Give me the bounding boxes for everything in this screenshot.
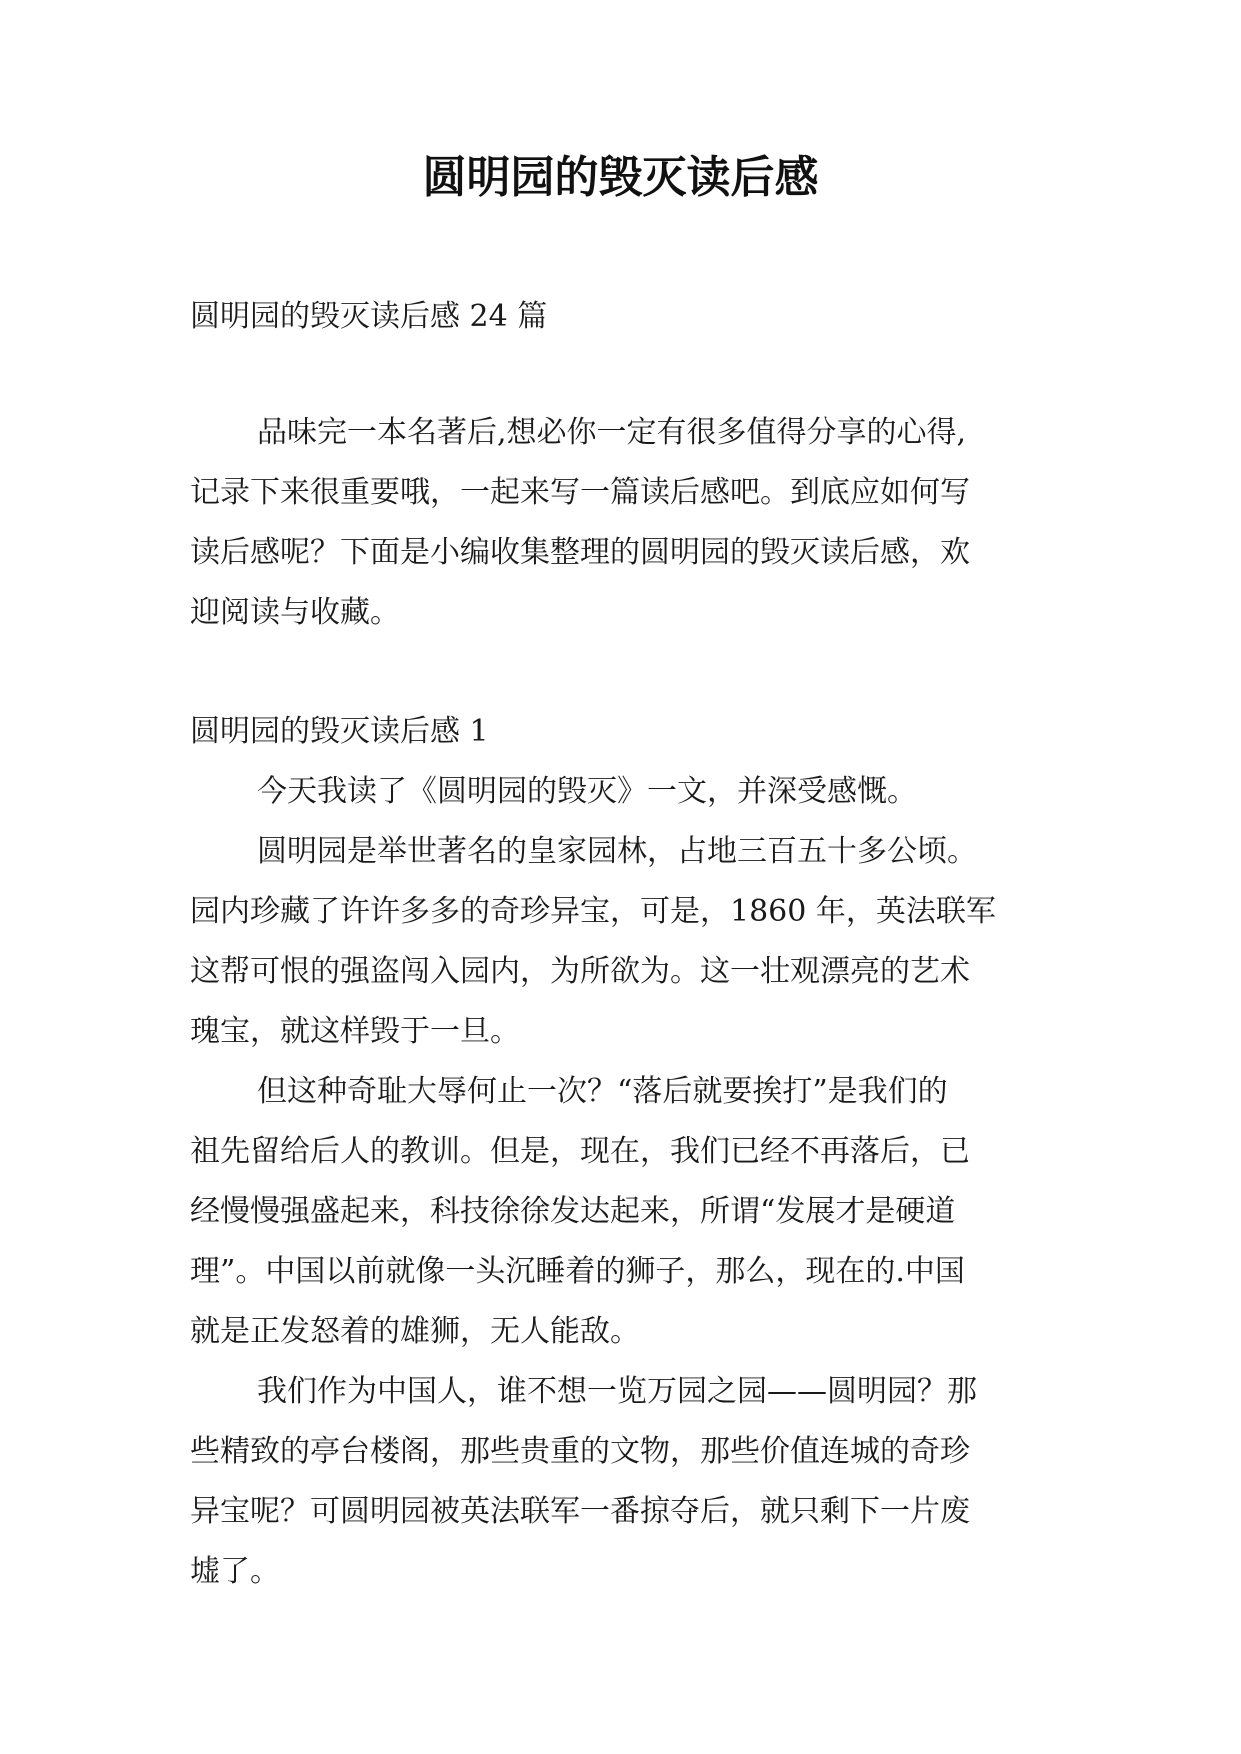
paragraph4-line-1: 我们作为中国人，谁不想一览万园之园——圆明园？那 (257, 1374, 977, 1409)
paragraph3-line-4: 理”。中国以前就像一头沉睡着的狮子，那么，现在的.中国 (190, 1254, 965, 1289)
paragraph4-line-3: 异宝呢？可圆明园被英法联军一番掠夺后，就只剩下一片废 (190, 1494, 970, 1529)
paragraph2-line-1: 圆明园是举世著名的皇家园林，占地三百五十多公顷。 (257, 834, 977, 869)
paragraph2-line-4: 瑰宝，就这样毁于一旦。 (190, 1014, 520, 1049)
paragraph3-line-5: 就是正发怒着的雄狮，无人能敌。 (190, 1314, 640, 1349)
paragraph3-line-2: 祖先留给后人的教训。但是，现在，我们已经不再落后，已 (190, 1134, 970, 1169)
intro-line-1: 品味完一本名著后,想必你一定有很多值得分享的心得, (257, 415, 967, 450)
intro-line-2: 记录下来很重要哦，一起来写一篇读后感吧。到底应如何写 (190, 475, 970, 510)
document-title: 圆明园的毁灭读后感 (422, 152, 819, 203)
paragraph4-line-4: 墟了。 (190, 1554, 280, 1589)
paragraph3-line-3: 经慢慢强盛起来，科技徐徐发达起来，所谓“发展才是硬道 (190, 1194, 956, 1229)
paragraph1-line-1: 今天我读了《圆明园的毁灭》一文，并深受感慨。 (257, 774, 917, 809)
intro-line-4: 迎阅读与收藏。 (190, 595, 400, 630)
paragraph2-line-2: 园内珍藏了许许多多的奇珍异宝，可是，1860 年，英法联军 (190, 894, 996, 929)
paragraph3-line-1: 但这种奇耻大辱何止一次？“落后就要挨打”是我们的 (257, 1074, 948, 1109)
intro-line-3: 读后感呢？下面是小编收集整理的圆明园的毁灭读后感，欢 (190, 535, 970, 570)
paragraph4-line-2: 些精致的亭台楼阁，那些贵重的文物，那些价值连城的奇珍 (190, 1434, 970, 1469)
document-subtitle: 圆明园的毁灭读后感 24 篇 (190, 299, 548, 334)
paragraph2-line-3: 这帮可恨的强盗闯入园内，为所欲为。这一壮观漂亮的艺术 (190, 954, 970, 989)
section-heading: 圆明园的毁灭读后感 1 (190, 714, 489, 749)
